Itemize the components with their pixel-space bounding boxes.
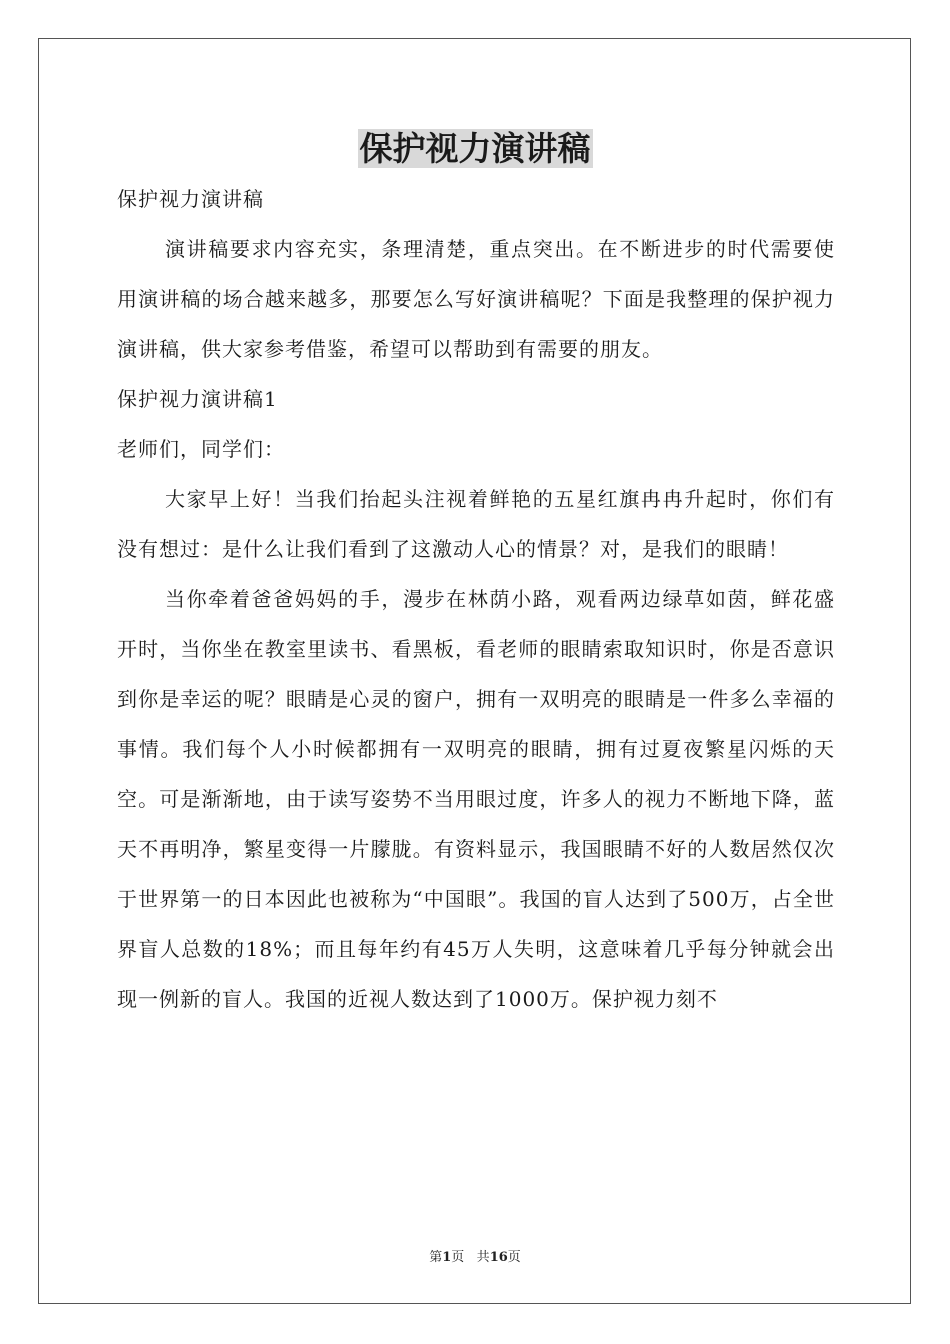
footer-total-prefix: 共 — [476, 1250, 490, 1265]
footer-page-suffix: 页 — [451, 1250, 465, 1265]
section-heading: 保护视力演讲稿1 — [117, 387, 278, 411]
body-paragraph: 当你牵着爸爸妈妈的手，漫步在林荫小路，观看两边绿草如茵，鲜花盛开时，当你坐在教室里读书、看黑板，看老师的眼睛索取知识时，你是否意识到你是幸运的呢？眼睛是心灵的窗户，拥有一双明亮的眼睛是一件多么幸福的事情。我们每个人小时候都拥有一双明亮的眼睛，拥有过夏夜繁星闪烁的天空。可是渐渐地，由于读写姿势不当用眼过度，许多人的视力不断地下降，蓝天不再明净，繁星变得一片朦胧。有资料显示，我国眼睛不好的人数居然仅次于世界第一的日本因此也被称为“中国眼”。我国的盲人达到了500万，占全世界盲人总数的18%；而且每年约有45万人失明，这意味着几乎每分钟就会出现一例新的盲人。我国的近视人数达到了1000万。保护视力刻不 — [117, 587, 835, 1011]
document-body — [117, 174, 835, 1024]
footer-page-prefix: 第 — [429, 1250, 443, 1265]
subtitle-paragraph: 保护视力演讲稿 — [117, 187, 264, 211]
intro-paragraph: 演讲稿要求内容充实，条理清楚，重点突出。在不断进步的时代需要使用演讲稿的场合越来越多，那要怎么写好演讲稿呢？下面是我整理的保护视力演讲稿，供大家参考借鉴，希望可以帮助到有需要的朋友。 — [117, 237, 835, 361]
footer-total-pages: 16 — [489, 1250, 508, 1265]
salutation-paragraph: 老师们，同学们： — [117, 437, 285, 461]
body-paragraph: 大家早上好！当我们抬起头注视着鲜艳的五星红旗冉冉升起时，你们有没有想过：是什么让我们看到了这激动人心的情景？对，是我们的眼睛！ — [117, 487, 835, 561]
footer-page-number: 1 — [442, 1250, 452, 1265]
document-title — [0, 126, 950, 172]
page-footer — [0, 1249, 950, 1267]
document-title-text: 保护视力演讲稿 — [359, 129, 591, 168]
footer-total-suffix: 页 — [507, 1250, 521, 1265]
